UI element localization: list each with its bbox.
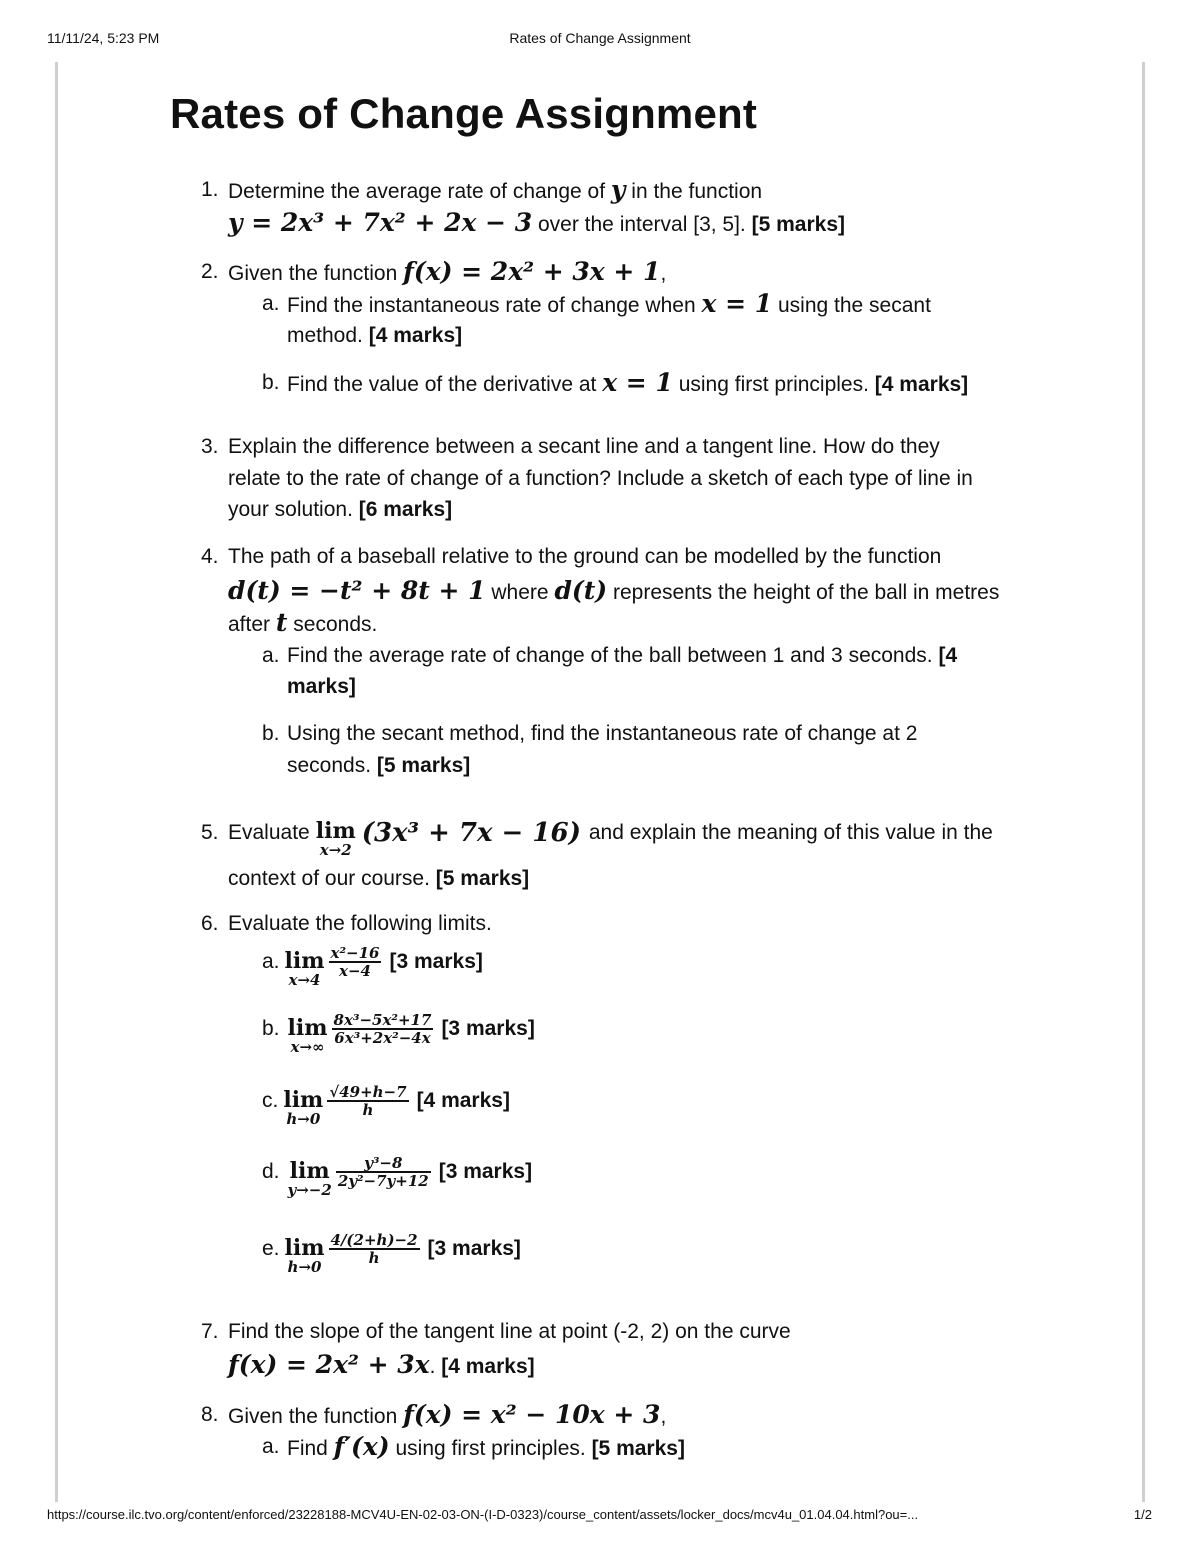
- marks-label: [3 marks]: [427, 1237, 521, 1260]
- limit-operator: lim y→−2: [287, 1158, 332, 1199]
- limit-subscript: x→2: [319, 841, 352, 859]
- limit-fraction: [329, 1232, 420, 1267]
- limit-part-d: [262, 1153, 533, 1199]
- question-text: context of our course.: [228, 867, 430, 890]
- question-text: in the function: [631, 180, 763, 203]
- marks-label: [4: [938, 644, 958, 667]
- fraction-denominator: 6x³+2x²−4x: [334, 1029, 431, 1047]
- limit-subscript: x→∞: [290, 1038, 325, 1056]
- limit-subscript: x→4: [288, 971, 321, 989]
- part-label: e.: [262, 1237, 280, 1260]
- question-text: Evaluate: [228, 821, 310, 844]
- math-variable: y: [610, 175, 626, 204]
- marks-label: [5 marks]: [435, 867, 530, 890]
- fraction-denominator: h: [362, 1101, 374, 1119]
- question-text: Find the slope of the tangent line at point (-2, 2) on the curve: [228, 1320, 791, 1343]
- marks-label: [3 marks]: [389, 950, 483, 973]
- question-number: 6.: [201, 912, 219, 935]
- part-text: Find the instantaneous rate of change when: [287, 294, 696, 317]
- marks-label: [5 marks]: [591, 1437, 685, 1460]
- question-number: 7.: [201, 1320, 219, 1343]
- limit-operator: lim x→∞: [287, 1015, 328, 1056]
- question-text: represents the height of the ball in metres: [612, 581, 1000, 604]
- marks-label: [4 marks]: [441, 1355, 535, 1378]
- question-text: Determine the average rate of change of: [228, 180, 606, 203]
- fraction-denominator: 2y²−7y+12: [337, 1172, 429, 1190]
- part-label: a.: [262, 292, 280, 315]
- question-number: 8.: [201, 1403, 219, 1426]
- math-equation: f′(x): [333, 1432, 390, 1461]
- part-label: a.: [262, 1435, 280, 1458]
- limit-part-b: [262, 1010, 535, 1056]
- right-border: [1142, 62, 1145, 1502]
- part-text: Find: [287, 1437, 328, 1460]
- limit-operator: lim x→4: [284, 948, 325, 989]
- part-label: a.: [262, 644, 280, 667]
- limit-fraction: [329, 945, 382, 980]
- math-variable: t: [275, 608, 288, 637]
- question-number: 4.: [201, 545, 219, 568]
- left-border: [55, 62, 58, 1502]
- limit-subscript: y→−2: [287, 1181, 332, 1199]
- limit-fraction: [336, 1155, 431, 1190]
- math-equation: f(x) = 2x² + 3x + 1: [403, 257, 661, 286]
- fraction-numerator: 8x³−5x²+17: [333, 1010, 432, 1029]
- question-text: relate to the rate of change of a function? Include a sketch of each type of line in: [228, 467, 973, 490]
- marks-label: marks]: [287, 675, 356, 698]
- marks-label: [5 marks]: [751, 213, 845, 236]
- print-footer-url: https://course.ilc.tvo.org/content/enforced/23228188-MCV4U-EN-02-03-ON-(I-D-0323)/course_content/assets/locker_docs/mcv4u_01.04.04.html?ou=...: [47, 1507, 919, 1522]
- marks-label: [4 marks]: [368, 324, 463, 347]
- fraction-denominator: x−4: [339, 962, 371, 980]
- print-header-title: Rates of Change Assignment: [509, 30, 691, 46]
- question-text: Evaluate the following limits.: [228, 912, 492, 935]
- limit-subscript: h→0: [286, 1110, 321, 1128]
- marks-label: [3 marks]: [438, 1160, 533, 1183]
- part-label: b.: [262, 371, 280, 394]
- fraction-numerator: √49+h−7: [329, 1082, 407, 1101]
- limit-part-c: [262, 1082, 510, 1128]
- part-label: a.: [262, 950, 280, 973]
- question-text: your solution.: [228, 498, 353, 521]
- part-label: b.: [262, 1017, 280, 1040]
- question-number: 2.: [201, 260, 219, 283]
- marks-label: [6 marks]: [358, 498, 453, 521]
- question-number: 5.: [201, 821, 219, 844]
- question-text: over the interval [3, 5].: [537, 213, 746, 236]
- question-text: Given the function: [228, 1405, 398, 1428]
- limit-subscript: h→0: [287, 1258, 322, 1276]
- limit-operator: lim x→2: [315, 818, 356, 859]
- part-text: method.: [287, 324, 363, 347]
- fraction-numerator: 4/(2+h)−2: [330, 1230, 418, 1249]
- marks-label: [3 marks]: [441, 1017, 535, 1040]
- part-text: seconds.: [287, 754, 372, 777]
- part-text: using the secant: [777, 294, 931, 317]
- math-equation: f(x) = 2x² + 3x: [228, 1350, 430, 1379]
- part-text: Find the value of the derivative at: [287, 373, 597, 396]
- question-text: and explain the meaning of this value in the: [588, 821, 993, 844]
- question-text: where: [491, 581, 549, 604]
- math-equation: y = 2x³ + 7x² + 2x − 3: [228, 208, 533, 237]
- print-timestamp: 11/11/24, 5:23 PM: [47, 30, 160, 46]
- marks-label: [5 marks]: [376, 754, 471, 777]
- part-text: using first principles.: [395, 1437, 586, 1460]
- question-text: seconds.: [293, 613, 378, 636]
- page-title: Rates of Change Assignment: [170, 90, 758, 137]
- math-equation: d(t) = −t² + 8t + 1: [228, 576, 486, 605]
- question-text: after: [228, 613, 271, 636]
- math-equation: x = 1: [602, 368, 673, 397]
- fraction-numerator: x²−16: [330, 943, 380, 962]
- part-label: d.: [262, 1160, 280, 1183]
- question-text: Explain the difference between a secant line and a tangent line. How do they: [228, 435, 940, 458]
- math-variable: d(t): [554, 576, 608, 605]
- limit-part-e: [262, 1230, 521, 1276]
- question-number: 3.: [201, 435, 219, 458]
- marks-label: [4 marks]: [416, 1089, 510, 1112]
- limit-operator: lim h→0: [284, 1235, 325, 1276]
- part-text: Find the average rate of change of the ball between 1 and 3 seconds.: [287, 644, 933, 667]
- question-text: Given the function: [228, 262, 398, 285]
- fraction-numerator: y³−8: [336, 1155, 431, 1174]
- part-text: Using the secant method, find the instantaneous rate of change at 2: [287, 722, 918, 745]
- limit-part-a: [262, 943, 483, 989]
- question-number: 1.: [201, 178, 219, 201]
- math-expression: (3x³ + 7x − 16): [361, 818, 581, 848]
- page-number: 1/2: [1133, 1507, 1152, 1522]
- marks-label: [4 marks]: [874, 373, 969, 396]
- limit-operator: lim h→0: [283, 1087, 324, 1128]
- fraction-denominator: h: [368, 1249, 380, 1267]
- math-equation: f(x) = x² − 10x + 3: [403, 1400, 661, 1429]
- limit-fraction: [327, 1084, 408, 1119]
- limit-fraction: [332, 1012, 434, 1047]
- part-label: b.: [262, 722, 280, 745]
- question-text: The path of a baseball relative to the ground can be modelled by the function: [228, 545, 942, 568]
- math-equation: x = 1: [701, 289, 773, 318]
- part-label: c.: [262, 1089, 279, 1112]
- part-text: using first principles.: [678, 373, 869, 396]
